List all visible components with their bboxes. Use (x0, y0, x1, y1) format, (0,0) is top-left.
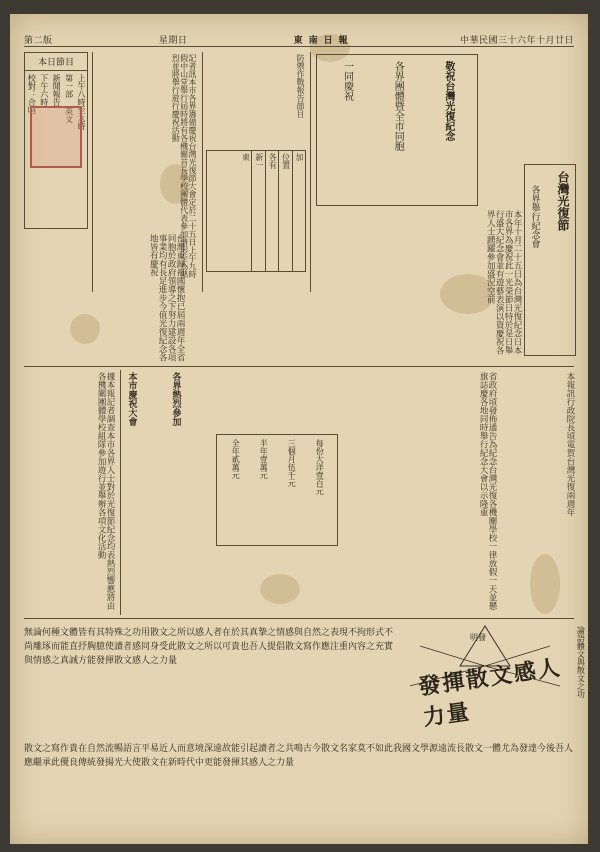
advertisement-box (316, 54, 478, 206)
program-table-section (206, 54, 306, 284)
price-line: 全年貳萬元 (231, 439, 241, 479)
bottom-article: 無論何種文體皆有其特殊之功用散文之所以感人者在於其真摯之情感與自然之表現不拘形式不尚雕琢而能直抒胸臆使讀者感同身受此散文之所以可貴也吾人提倡散文寫作應注重內容之充實與情感之真誠方能發揮散文感人之力量 (24, 628, 394, 666)
notice-title: 本日節目 (25, 53, 87, 71)
price-line: 半年壹萬元 (259, 439, 269, 479)
table-cell: 新一 (251, 151, 264, 271)
table-cell: 各有 (265, 151, 278, 271)
price-list-box (216, 434, 338, 546)
center-heading: 各界熱烈參加 (170, 372, 181, 426)
header-page: 第二版 (24, 35, 53, 46)
notice-line: 第一部 英文 (64, 74, 74, 123)
notice-line: 下午六時 (39, 74, 49, 106)
ad-line: 各界團體暨全市同胞 (392, 61, 404, 151)
article-column: 本年十月二十五日為台灣光復紀念日本市各界為慶祝此一光榮節日特於是日舉行盛大紀念會並有遊藝表演以資慶祝各界人士踴躍參加盛況空前 (485, 210, 522, 355)
article-column: 記者訊本市各界籌備慶祝台灣光復節大會定於二十五日上午九時假中山堂舉行屆時將有各機關首長學校團體代表參加情形至為熱烈並將舉行遊行慶祝活動 (171, 54, 197, 278)
price-line: 每份大洋壹百元 (315, 439, 325, 495)
page-header (24, 32, 574, 47)
table-cell: 位置 (278, 151, 291, 271)
table-cell: 東 (241, 153, 251, 161)
center-headings (126, 372, 166, 612)
headline-sub: 各界舉行紀念會 (529, 185, 540, 248)
newspaper-page (10, 14, 588, 844)
ad-line: 一同慶祝 (341, 61, 353, 101)
price-line: 三個月伍千元 (287, 439, 297, 487)
bottom-title: 發揮散文感人力量 (416, 654, 564, 732)
article-column: 省政府頃發佈通告為紀念台灣光復各機關學校一律放假一天並懸旗誌慶各地同時舉行紀念大會以示隆重 (478, 372, 497, 610)
article-column: 台灣重歸祖國懷抱已屆兩週年全省同胞於政府領導之下努力建設各項事業均有長足進步今值光復紀念各地皆有慶祝 (148, 234, 185, 362)
notice-line: 新聞報告 (52, 74, 62, 106)
center-headings-2 (170, 372, 210, 612)
header-paper-name: 東南日報 (293, 35, 354, 46)
program-table (206, 150, 306, 272)
header-weekday: 星期日 (158, 35, 188, 46)
stain (260, 574, 300, 604)
ad-line: 敬祝台灣光復紀念 (442, 61, 454, 141)
decorative-title-art (400, 626, 570, 736)
article-column: 本報訊行政院長頃電賀台灣光復兩週年 (565, 372, 575, 517)
headline-title: 台灣光復節 (556, 171, 570, 231)
article-column: 據本報記者調查本市各界人士對於光復節紀念均表熱烈響應將由各機關團體學校組隊參加遊行並舉辦各項文化活動 (96, 372, 115, 610)
red-seal-stamp (30, 106, 82, 168)
mid-heading: 防禦作戰報告節目 (296, 54, 305, 118)
center-heading: 本市慶祝大會 (126, 372, 137, 426)
header-date: 中華民國三十六年十月廿日 (459, 35, 574, 46)
table-cell: 加 (292, 151, 305, 271)
bottom-article-2: 散文之寫作貴在自然流暢語言平易近人而意境深遠故能引起讀者之共鳴古今散文名家莫不如此我國文學源遠流長散文一體尤為發達今後吾人應繼承此優良傳統發揚光大使散文在新時代中更能發揮其感人之力量 (24, 744, 574, 768)
notice-line: 上午八時至九時 (76, 74, 86, 130)
bottom-subtitle: 明發 (470, 633, 486, 642)
notice-line: 校對：合唱 (27, 74, 37, 114)
bottom-vertical-heading: 論語體文與散文之功 (576, 626, 586, 698)
headline-box (524, 164, 576, 356)
